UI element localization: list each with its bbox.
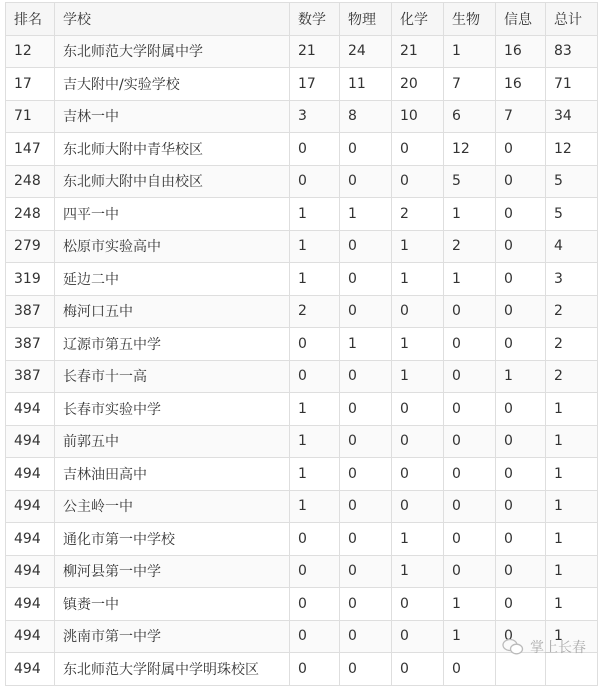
table-cell: 长春市十一高 — [55, 360, 290, 393]
table-cell: 0 — [496, 133, 546, 166]
table-cell: 东北师大附中青华校区 — [55, 133, 290, 166]
table-cell: 0 — [496, 393, 546, 426]
table-cell: 0 — [444, 393, 496, 426]
table-cell: 0 — [392, 620, 444, 653]
table-cell: 0 — [496, 263, 546, 296]
table-cell: 0 — [444, 523, 496, 556]
table-cell: 319 — [6, 263, 55, 296]
table-cell: 0 — [340, 165, 392, 198]
column-header: 学校 — [55, 3, 290, 36]
table-cell: 0 — [444, 360, 496, 393]
table-cell: 长春市实验中学 — [55, 393, 290, 426]
table-cell: 0 — [340, 653, 392, 686]
table-cell: 0 — [290, 133, 340, 166]
table-cell: 24 — [340, 35, 392, 68]
table-cell — [496, 653, 546, 686]
table-cell: 0 — [340, 490, 392, 523]
table-cell: 1 — [290, 393, 340, 426]
table-cell: 34 — [546, 100, 598, 133]
table-cell: 1 — [444, 620, 496, 653]
table-cell: 147 — [6, 133, 55, 166]
table-cell: 0 — [340, 393, 392, 426]
table-cell: 0 — [392, 490, 444, 523]
table-cell: 83 — [546, 35, 598, 68]
table-cell: 1 — [340, 328, 392, 361]
table-cell: 0 — [340, 620, 392, 653]
table-cell: 10 — [392, 100, 444, 133]
table-cell: 387 — [6, 328, 55, 361]
table-row — [6, 588, 598, 621]
table-cell: 1 — [546, 620, 598, 653]
table-cell: 1 — [340, 198, 392, 231]
table-cell: 494 — [6, 393, 55, 426]
table-cell: 1 — [392, 230, 444, 263]
table-cell: 4 — [546, 230, 598, 263]
table-cell: 1 — [444, 588, 496, 621]
table-cell: 梅河口五中 — [55, 295, 290, 328]
table-row — [6, 133, 598, 166]
table-cell: 494 — [6, 653, 55, 686]
table-cell: 0 — [340, 555, 392, 588]
column-header: 总计 — [546, 3, 598, 36]
column-header: 物理 — [340, 3, 392, 36]
table-cell: 1 — [546, 523, 598, 556]
table-cell: 吉大附中/实验学校 — [55, 68, 290, 101]
table-cell: 1 — [546, 588, 598, 621]
table-cell: 387 — [6, 295, 55, 328]
table-cell: 0 — [496, 555, 546, 588]
table-cell: 7 — [496, 100, 546, 133]
table-cell: 0 — [392, 165, 444, 198]
table-cell: 0 — [340, 588, 392, 621]
table-row — [6, 230, 598, 263]
table-cell: 松原市实验高中 — [55, 230, 290, 263]
table-cell: 2 — [444, 230, 496, 263]
table-cell: 1 — [290, 490, 340, 523]
table-cell: 吉林一中 — [55, 100, 290, 133]
table-cell: 1 — [392, 328, 444, 361]
table-cell: 494 — [6, 555, 55, 588]
table-cell: 0 — [392, 295, 444, 328]
table-cell: 16 — [496, 35, 546, 68]
table-row — [6, 393, 598, 426]
table-row — [6, 425, 598, 458]
table-cell: 0 — [392, 588, 444, 621]
table-cell: 21 — [392, 35, 444, 68]
table-cell: 1 — [546, 490, 598, 523]
table-cell: 1 — [392, 360, 444, 393]
table-cell: 494 — [6, 490, 55, 523]
table-cell: 1 — [444, 263, 496, 296]
table-cell: 0 — [340, 458, 392, 491]
table-cell: 5 — [444, 165, 496, 198]
table-cell: 16 — [496, 68, 546, 101]
table-cell: 0 — [444, 295, 496, 328]
table-cell: 0 — [290, 360, 340, 393]
table-cell: 0 — [496, 620, 546, 653]
table-cell: 12 — [6, 35, 55, 68]
table-cell: 11 — [340, 68, 392, 101]
table-cell: 0 — [290, 588, 340, 621]
table-cell: 0 — [444, 458, 496, 491]
table-cell: 公主岭一中 — [55, 490, 290, 523]
table-cell: 17 — [290, 68, 340, 101]
table-cell: 1 — [496, 360, 546, 393]
table-cell: 0 — [290, 620, 340, 653]
table-cell: 3 — [546, 263, 598, 296]
table-cell: 12 — [444, 133, 496, 166]
table-row — [6, 295, 598, 328]
table-cell: 0 — [444, 328, 496, 361]
table-cell: 1 — [392, 523, 444, 556]
table-cell: 0 — [496, 165, 546, 198]
table-cell: 1 — [546, 458, 598, 491]
table-cell: 12 — [546, 133, 598, 166]
table-cell: 248 — [6, 198, 55, 231]
column-header: 排名 — [6, 3, 55, 36]
table-row — [6, 263, 598, 296]
table-cell: 0 — [340, 295, 392, 328]
table-cell: 17 — [6, 68, 55, 101]
table-cell: 0 — [496, 295, 546, 328]
column-header: 信息 — [496, 3, 546, 36]
table-cell: 东北师范大学附属中学明珠校区 — [55, 653, 290, 686]
watermark-text: 掌上长春 — [530, 640, 586, 656]
table-row — [6, 100, 598, 133]
table-cell: 1 — [546, 425, 598, 458]
table-cell: 7 — [444, 68, 496, 101]
column-header: 化学 — [392, 3, 444, 36]
table-cell: 0 — [340, 360, 392, 393]
table-cell: 0 — [290, 328, 340, 361]
table-cell: 吉林油田高中 — [55, 458, 290, 491]
table-cell: 71 — [6, 100, 55, 133]
table-row — [6, 68, 598, 101]
table-row — [6, 523, 598, 556]
table-cell: 0 — [496, 458, 546, 491]
table-cell: 0 — [496, 425, 546, 458]
table-cell: 1 — [546, 393, 598, 426]
table-cell: 0 — [290, 653, 340, 686]
table-cell: 20 — [392, 68, 444, 101]
table-cell: 6 — [444, 100, 496, 133]
table-cell: 柳河县第一中学 — [55, 555, 290, 588]
column-header: 生物 — [444, 3, 496, 36]
wechat-icon — [502, 638, 524, 656]
table-cell: 0 — [290, 165, 340, 198]
table-cell: 5 — [546, 165, 598, 198]
table-cell: 东北师大附中自由校区 — [55, 165, 290, 198]
table-cell: 0 — [392, 425, 444, 458]
table-row — [6, 653, 598, 686]
table-cell: 0 — [444, 490, 496, 523]
table-cell: 2 — [546, 295, 598, 328]
table-cell: 0 — [444, 555, 496, 588]
table-cell: 0 — [340, 425, 392, 458]
table-row — [6, 35, 598, 68]
table-row — [6, 555, 598, 588]
table-cell: 0 — [496, 328, 546, 361]
table-cell: 0 — [392, 653, 444, 686]
table-cell: 通化市第一中学校 — [55, 523, 290, 556]
table-cell: 8 — [340, 100, 392, 133]
table-cell: 2 — [290, 295, 340, 328]
table-cell: 2 — [392, 198, 444, 231]
table-cell: 1 — [392, 555, 444, 588]
table-cell: 71 — [546, 68, 598, 101]
table-header-row — [6, 3, 598, 36]
table-cell: 0 — [290, 555, 340, 588]
table-cell: 2 — [546, 328, 598, 361]
table-cell: 1 — [444, 35, 496, 68]
table-cell: 1 — [290, 230, 340, 263]
table-cell: 辽源市第五中学 — [55, 328, 290, 361]
table-cell: 1 — [392, 263, 444, 296]
table-cell: 0 — [290, 523, 340, 556]
table-cell: 1 — [290, 425, 340, 458]
table-cell: 东北师范大学附属中学 — [55, 35, 290, 68]
table-cell: 1 — [290, 198, 340, 231]
ranking-table — [5, 2, 598, 686]
table-cell: 494 — [6, 523, 55, 556]
table-cell: 1 — [290, 263, 340, 296]
table-cell: 0 — [392, 458, 444, 491]
watermark — [502, 637, 586, 657]
table-cell: 494 — [6, 620, 55, 653]
table-row — [6, 360, 598, 393]
table-cell: 0 — [340, 523, 392, 556]
table-cell: 0 — [496, 230, 546, 263]
table-cell: 0 — [444, 425, 496, 458]
table-cell: 0 — [340, 133, 392, 166]
table-cell: 四平一中 — [55, 198, 290, 231]
table-row — [6, 490, 598, 523]
table-cell: 494 — [6, 458, 55, 491]
table-cell: 洮南市第一中学 — [55, 620, 290, 653]
table-cell: 0 — [392, 133, 444, 166]
table-row — [6, 165, 598, 198]
table-cell: 0 — [392, 393, 444, 426]
table-cell: 0 — [496, 198, 546, 231]
table-cell: 387 — [6, 360, 55, 393]
table-cell: 2 — [546, 360, 598, 393]
column-header: 数学 — [290, 3, 340, 36]
table-cell: 0 — [496, 523, 546, 556]
table-cell: 1 — [444, 198, 496, 231]
table-cell: 21 — [290, 35, 340, 68]
table-cell: 248 — [6, 165, 55, 198]
table-row — [6, 198, 598, 231]
table-cell: 279 — [6, 230, 55, 263]
table-cell: 0 — [496, 588, 546, 621]
table-cell: 3 — [290, 100, 340, 133]
table-cell: 1 — [546, 555, 598, 588]
table-cell — [546, 653, 598, 686]
table-cell: 494 — [6, 588, 55, 621]
table-cell: 0 — [340, 230, 392, 263]
table-cell: 0 — [444, 653, 496, 686]
table-cell: 前郭五中 — [55, 425, 290, 458]
table-row — [6, 328, 598, 361]
table-cell: 延边二中 — [55, 263, 290, 296]
table-cell: 494 — [6, 425, 55, 458]
table-cell: 镇赉一中 — [55, 588, 290, 621]
table-row — [6, 458, 598, 491]
table-cell: 0 — [496, 490, 546, 523]
table-cell: 1 — [290, 458, 340, 491]
table-cell: 5 — [546, 198, 598, 231]
table-cell: 0 — [340, 263, 392, 296]
